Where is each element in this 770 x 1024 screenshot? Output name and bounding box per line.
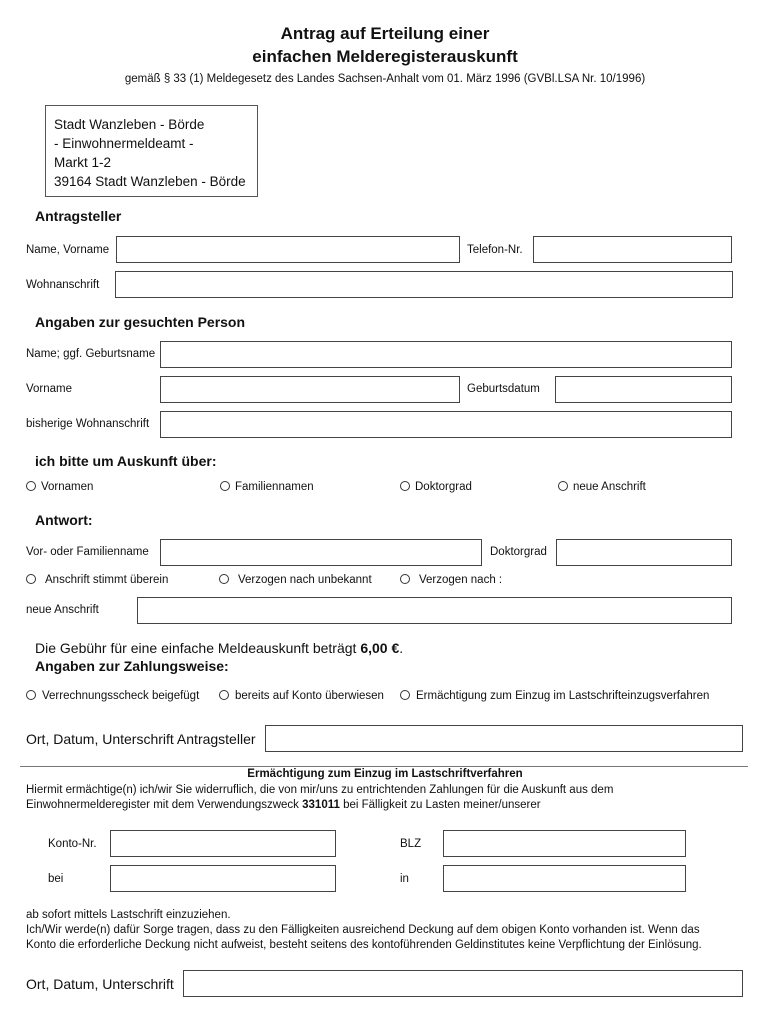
answer-name-label: Vor- oder Familienname bbox=[26, 546, 149, 558]
applicant-address-field[interactable] bbox=[115, 271, 733, 298]
person-birthdate-field[interactable] bbox=[555, 376, 732, 403]
radio-icon[interactable] bbox=[26, 574, 36, 584]
radio-icon[interactable] bbox=[219, 690, 229, 700]
person-name-label: Name; ggf. Geburtsname bbox=[26, 348, 156, 360]
bank-label: bei bbox=[48, 873, 64, 885]
radio-icon[interactable] bbox=[558, 481, 568, 491]
account-label: Konto-Nr. bbox=[48, 838, 97, 850]
payment-option-transferred[interactable]: bereits auf Konto überwiesen bbox=[219, 690, 384, 702]
new-address-label: neue Anschrift bbox=[26, 604, 99, 616]
city-label: in bbox=[400, 873, 409, 885]
radio-icon[interactable] bbox=[400, 481, 410, 491]
signature-applicant-label: Ort, Datum, Unterschrift Antragsteller bbox=[26, 731, 256, 747]
radio-icon[interactable] bbox=[400, 574, 410, 584]
address-line: 39164 Stadt Wanzleben - Börde bbox=[54, 174, 246, 189]
blz-label: BLZ bbox=[400, 838, 422, 850]
form-title-line1: Antrag auf Erteilung einer bbox=[280, 24, 490, 43]
authorization-heading: Ermächtigung zum Einzug im Lastschriftverfahren bbox=[247, 768, 523, 780]
authorization-text1: Hiermit ermächtige(n) ich/wir Sie widerruflich, die von mir/uns zu entrichtenden Zahlungen für die Auskunft aus dem bbox=[26, 784, 614, 796]
fee-text: Die Gebühr für eine einfache Meldeauskunft beträgt 6,00 €. bbox=[35, 640, 404, 656]
applicant-name-field[interactable] bbox=[116, 236, 460, 263]
address-line: - Einwohnermeldeamt - bbox=[54, 136, 194, 151]
signature-applicant-field[interactable] bbox=[265, 725, 743, 752]
answer-doctor-label: Doktorgrad bbox=[490, 546, 547, 558]
section-divider bbox=[20, 766, 748, 767]
payment-heading: Angaben zur Zahlungsweise: bbox=[35, 658, 229, 674]
form-subtitle: gemäß § 33 (1) Meldegesetz des Landes Sachsen-Anhalt vom 01. März 1996 (GVBl.LSA Nr. 10/1996) bbox=[124, 73, 646, 85]
address-line: Stadt Wanzleben - Börde bbox=[54, 117, 205, 132]
applicant-heading: Antragsteller bbox=[35, 208, 122, 224]
radio-icon[interactable] bbox=[26, 481, 36, 491]
recipient-address bbox=[45, 105, 258, 197]
radio-icon[interactable] bbox=[26, 690, 36, 700]
fee-amount: 6,00 € bbox=[360, 640, 400, 656]
request-option-neue-anschrift[interactable]: neue Anschrift bbox=[558, 481, 646, 493]
applicant-name-label: Name, Vorname bbox=[26, 244, 110, 256]
person-name-field[interactable] bbox=[160, 341, 732, 368]
person-prev-address-field[interactable] bbox=[160, 411, 732, 438]
radio-icon[interactable] bbox=[219, 574, 229, 584]
authorization-text4: Ich/Wir werde(n) dafür Sorge tragen, dass zu den Fälligkeiten ausreichend Deckung auf dem obigen Konto vorhanden ist. Wenn das bbox=[26, 924, 700, 936]
form-title-line2: einfachen Melderegisterauskunft bbox=[252, 47, 518, 66]
signature-field[interactable] bbox=[183, 970, 743, 997]
answer-doctor-field[interactable] bbox=[556, 539, 732, 566]
applicant-address-label: Wohnanschrift bbox=[26, 279, 100, 291]
request-option-vornamen[interactable]: Vornamen bbox=[26, 481, 93, 493]
account-field[interactable] bbox=[110, 830, 336, 857]
city-field[interactable] bbox=[443, 865, 686, 892]
answer-heading: Antwort: bbox=[35, 512, 93, 528]
signature-label: Ort, Datum, Unterschrift bbox=[26, 976, 174, 992]
request-option-familiennamen[interactable]: Familiennamen bbox=[220, 481, 314, 493]
address-line: Markt 1-2 bbox=[54, 155, 112, 170]
authorization-text2: Einwohnermelderegister mit dem Verwendungszweck 331011 bei Fälligkeit zu Lasten meiner/unserer bbox=[26, 799, 541, 811]
person-heading: Angaben zur gesuchten Person bbox=[35, 314, 246, 330]
bank-field[interactable] bbox=[110, 865, 336, 892]
request-heading: ich bitte um Auskunft über: bbox=[35, 453, 217, 469]
person-birthdate-label: Geburtsdatum bbox=[467, 383, 540, 395]
person-firstname-label: Vorname bbox=[26, 383, 73, 395]
purpose-code: 331011 bbox=[302, 799, 340, 811]
answer-name-field[interactable] bbox=[160, 539, 482, 566]
applicant-phone-label: Telefon-Nr. bbox=[467, 244, 523, 256]
radio-icon[interactable] bbox=[220, 481, 230, 491]
person-firstname-field[interactable] bbox=[160, 376, 460, 403]
answer-option-moved-unknown[interactable]: Verzogen nach unbekannt bbox=[219, 574, 372, 586]
request-option-doktorgrad[interactable]: Doktorgrad bbox=[400, 481, 472, 493]
answer-option-same-address[interactable]: Anschrift stimmt überein bbox=[26, 574, 168, 586]
new-address-field[interactable] bbox=[137, 597, 732, 624]
blz-field[interactable] bbox=[443, 830, 686, 857]
applicant-phone-field[interactable] bbox=[533, 236, 732, 263]
radio-icon[interactable] bbox=[400, 690, 410, 700]
payment-option-cheque[interactable]: Verrechnungsscheck beigefügt bbox=[26, 690, 199, 702]
payment-option-direct-debit[interactable]: Ermächtigung zum Einzug im Lastschrifteinzugsverfahren bbox=[400, 690, 709, 702]
answer-option-moved-to[interactable]: Verzogen nach : bbox=[400, 574, 502, 586]
person-prev-address-label: bisherige Wohnanschrift bbox=[26, 418, 150, 430]
authorization-text5: Konto die erforderliche Deckung nicht aufweist, besteht seitens des kontoführenden Geldinstitutes keine Verpflichtung der Einlösung. bbox=[26, 939, 702, 951]
authorization-text3: ab sofort mittels Lastschrift einzuziehen. bbox=[26, 909, 231, 921]
